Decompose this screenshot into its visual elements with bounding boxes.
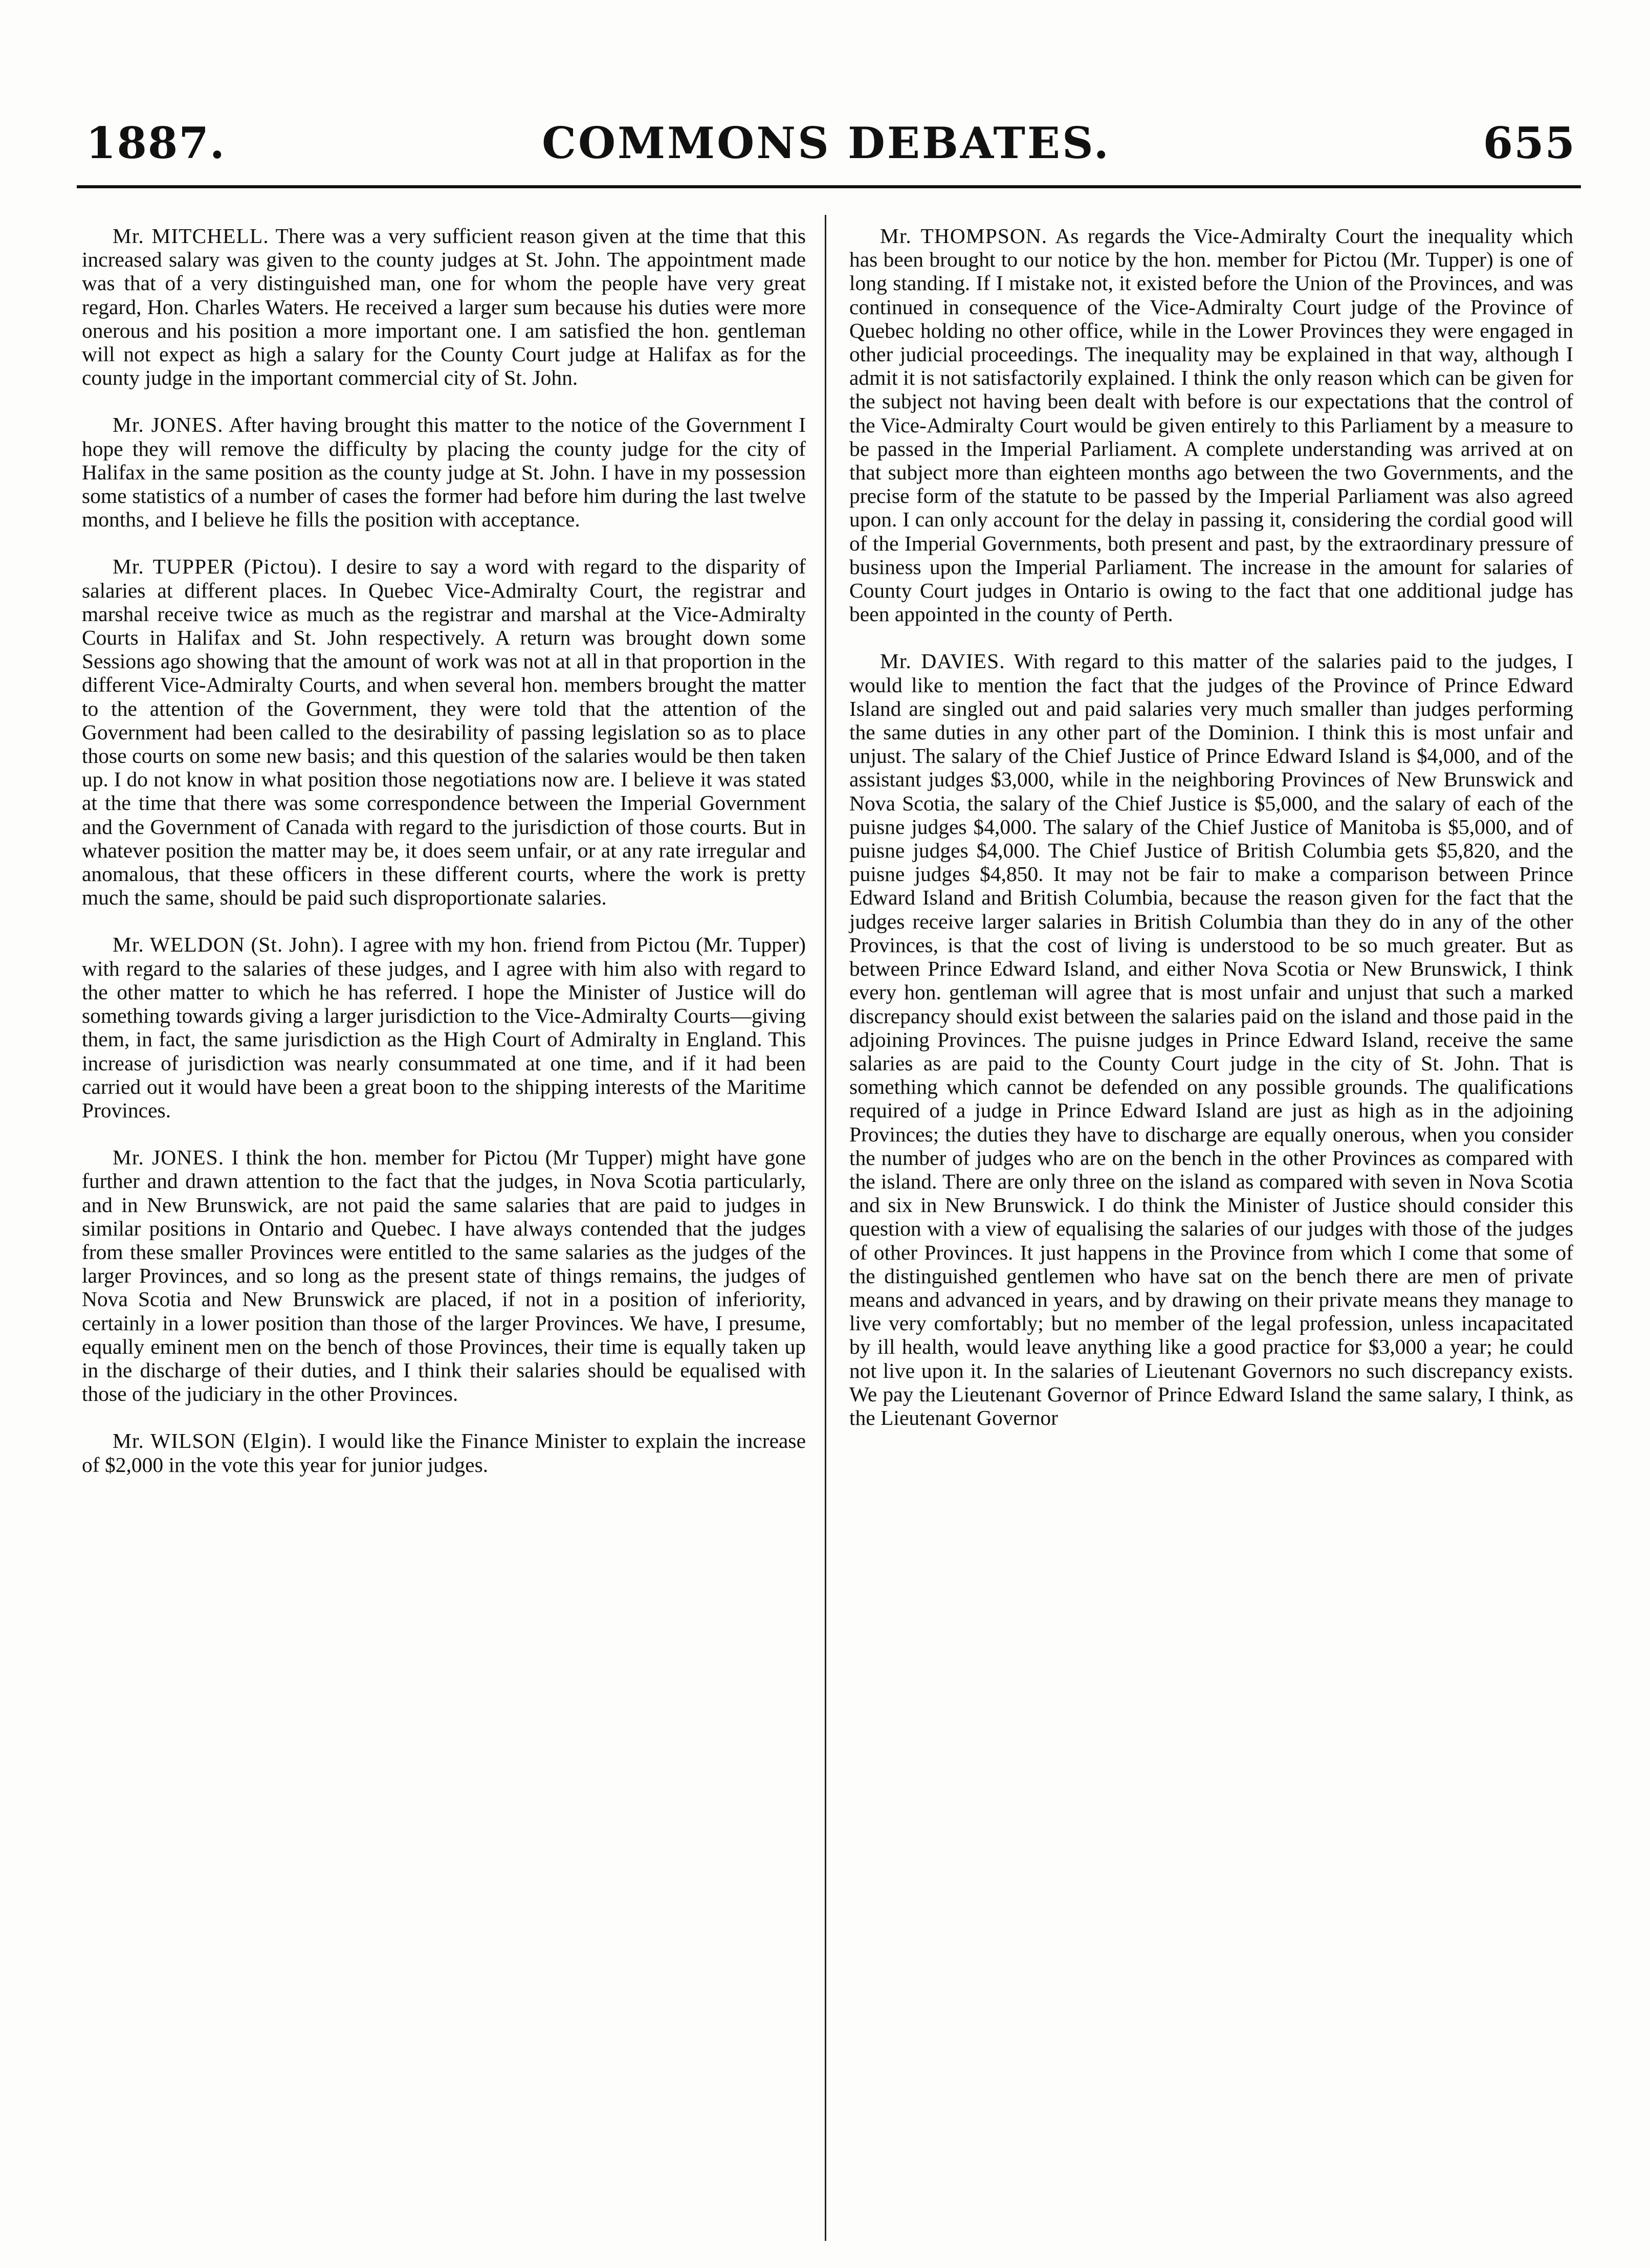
left-column bbox=[82, 224, 806, 1477]
speech-text: After having brought this matter to the notice of the Government I hope they will remove the difficulty by placing the county judge for the city of Halifax in the same position as the county judge at St. John. I have in my possession some statistics of a number of cases the former had before him during the last twelve months, and I believe he fills the position with acceptance. bbox=[82, 413, 806, 532]
speech-text: There was a very sufficient reason given at the time that this increased salary was given to the county judges at St. John. The appointment made was that of a very distinguished man, one for whom the people have very great regard, Hon. Charles Waters. He received a larger sum because his duties were more onerous and his position a more important one. I am satisfied the hon. gentleman will not expect as high a salary for the County Court judge at Halifax as for the county judge in the important commercial city of St. John. bbox=[82, 224, 806, 390]
speech-paragraph bbox=[82, 1146, 806, 1405]
speaker-name: Mr. WILSON (Elgin). bbox=[113, 1429, 313, 1453]
speech-text: I would like the Finance Minister to explain the increase of $2,000 in the vote this year for junior judges. bbox=[82, 1429, 806, 1477]
speech-paragraph bbox=[849, 649, 1573, 1429]
header-page-number: 655 bbox=[1483, 118, 1576, 168]
speaker-name: Mr. TUPPER (Pictou). bbox=[113, 555, 322, 579]
header-year: 1887. bbox=[86, 118, 226, 168]
column-divider bbox=[825, 215, 826, 2241]
header-title: COMMONS DEBATES. bbox=[542, 118, 1111, 168]
speech-text: I think the hon. member for Pictou (Mr Tupper) might have gone further and drawn attention to the fact that the judges, in Nova Scotia particularly, and in New Brunswick, are not paid the same salaries that are paid to judges in similar positions in Ontario and Quebec. I have always contended that the judges from these smaller Provinces were entitled to the same salaries as the judges of the larger Provinces, and so long as the present state of things remains, the judges of Nova Scotia and New Brunswick are placed, if not in a position of inferiority, certainly in a lower position than those of the larger Provinces. We have, I presume, equally eminent men on the bench of those Provinces, their time is equally taken up in the discharge of their duties, and I think their salaries should be equalised with those of the judiciary in the other Provinces. bbox=[82, 1146, 806, 1406]
speech-text: I agree with my hon. friend from Pictou (Mr. Tupper) with regard to the salaries of these judges, and I agree with him also with regard to the other matter to which he has referred. I hope the Minister of Justice will do something towards giving a larger jurisdiction to the Vice-Admiralty Courts—giving them, in fact, the same jurisdiction as the High Court of Admiralty in England. This increase of jurisdiction was nearly consummated at one time, and if it had been carried out it would have been a great boon to the shipping interests of the Maritime Provinces. bbox=[82, 933, 806, 1122]
speaker-name: Mr. JONES. bbox=[113, 1146, 225, 1170]
speech-text: As regards the Vice-Admiralty Court the inequality which has been brought to our notice by the hon. member for Pictou (Mr. Tupper) is one of long standing. If I mistake not, it existed before the Union of the Provinces, and was continued in consequence of the Vice-Admiralty Court judge of the Province of Quebec holding no other office, while in the Lower Provinces they were engaged in other judicial proceedings. The inequality may be explained in that way, although I admit it is not satisfactorily explained. I think the only reason which can be given for the subject not having been dealt with before is our expectations that the control of the Vice-Admiralty Court would be given entirely to this Parliament by a measure to be passed in the Imperial Parliament. A complete understanding was arrived at on that subject more than eighteen months ago between the two Governments, and the precise form of the statute to be passed by the Imperial Parliament was also agreed upon. I can only account for the delay in passing it, considering the cordial good will of the Imperial Governments, both present and past, by the extraordinary pressure of business upon the Imperial Parliament. The increase in the amount for salaries of County Court judges in Ontario is owing to the fact that one additional judge has been appointed in the county of Perth. bbox=[849, 224, 1573, 626]
speech-paragraph bbox=[82, 224, 806, 389]
speaker-name: Mr. WELDON (St. John). bbox=[113, 933, 345, 957]
speech-text: I desire to say a word with regard to the disparity of salaries at different places. In Quebec Vice-Admiralty Court, the registrar and marshal receive twice as much as the registrar and marshal at the Vice-Admiralty Courts in Halifax and St. John respectively. A return was brought down some Sessions ago showing that the amount of work was not at all in that proportion in the different Vice-Admiralty Courts, and when several hon. members brought the matter to the attention of the Government, they were told that the attention of the Government had been called to the desirability of passing legislation so as to place those courts on some new basis; and this question of the salaries would be then taken up. I do not know in what position those negotiations now are. I believe it was stated at the time that there was some correspondence between the Imperial Government and the Government of Canada with regard to the jurisdiction of those courts. But in whatever position the matter may be, it does seem unfair, or at any rate irregular and anomalous, that these officers in these different courts, where the work is pretty much the same, should be paid such disproportionate salaries. bbox=[82, 555, 806, 910]
speaker-name: Mr. DAVIES. bbox=[880, 649, 1005, 673]
speech-paragraph bbox=[82, 933, 806, 1122]
speaker-name: Mr. THOMPSON. bbox=[880, 224, 1048, 248]
speech-paragraph bbox=[82, 555, 806, 909]
header-rule bbox=[77, 185, 1581, 188]
speech-text: With regard to this matter of the salaries paid to the judges, I would like to mention the fact that the judges of the Province of Prince Edward Island are singled out and paid salaries very much smaller than judges performing the same duties in any other part of the Dominion. I think this is most unfair and unjust. The salary of the Chief Justice of Prince Edward Island is $4,000, and of the assistant judges $3,000, while in the neighboring Provinces of New Brunswick and Nova Scotia, the salary of the Chief Justice is $5,000, and the salary of each of the puisne judges $4,000. The salary of the Chief Justice of Manitoba is $5,000, and of puisne judges $4,000. The Chief Justice of British Columbia gets $5,820, and the puisne judges $4,850. It may not be fair to make a comparison between Prince Edward Island and British Columbia, because the reason given for the fact that the judges receive larger salaries in British Columbia than they do in any of the other Provinces, is that the cost of living is understood to be so much greater. But as between Prince Edward Island, and either Nova Scotia or New Brunswick, I think every hon. gentleman will agree that is most unfair and unjust that such a marked discrepancy should exist between the salaries paid on the island and those paid in the adjoining Provinces. The puisne judges in Prince Edward Island, receive the same salaries as are paid to the County Court judge in the city of St. John. That is something which cannot be defended on any possible grounds. The qualifications required of a judge in Prince Edward Island are just as high as in the adjoining Provinces; the duties they have to discharge are equally onerous, when you consider the number of judges who are on the bench in the other Provinces as compared with the island. There are only three on the island as compared with seven in Nova Scotia and six in New Brunswick. I do think the Minister of Justice should consider this question with a view of equalising the salaries of our judges with those of the judges of other Provinces. It just happens in the Province from which I come that some of the distinguished gentlemen who have sat on the bench there are men of private means and advanced in years, and by drawing on their private means they manage to live very comfortably; but no member of the legal profession, unless incapacitated by ill health, would leave anything like a good practice for $3,000 a year; he could not live upon it. In the salaries of Lieutenant Governors no such discrepancy exists. We pay the Lieutenant Governor of Prince Edward Island the same salary, I think, as the Lieutenant Governor bbox=[849, 649, 1573, 1429]
speech-paragraph bbox=[849, 224, 1573, 626]
page-header bbox=[77, 115, 1576, 182]
speaker-name: Mr. MITCHELL. bbox=[113, 224, 269, 248]
right-column bbox=[849, 224, 1573, 1429]
speech-paragraph bbox=[82, 413, 806, 531]
speech-paragraph bbox=[82, 1429, 806, 1476]
speaker-name: Mr. JONES. bbox=[113, 413, 224, 437]
